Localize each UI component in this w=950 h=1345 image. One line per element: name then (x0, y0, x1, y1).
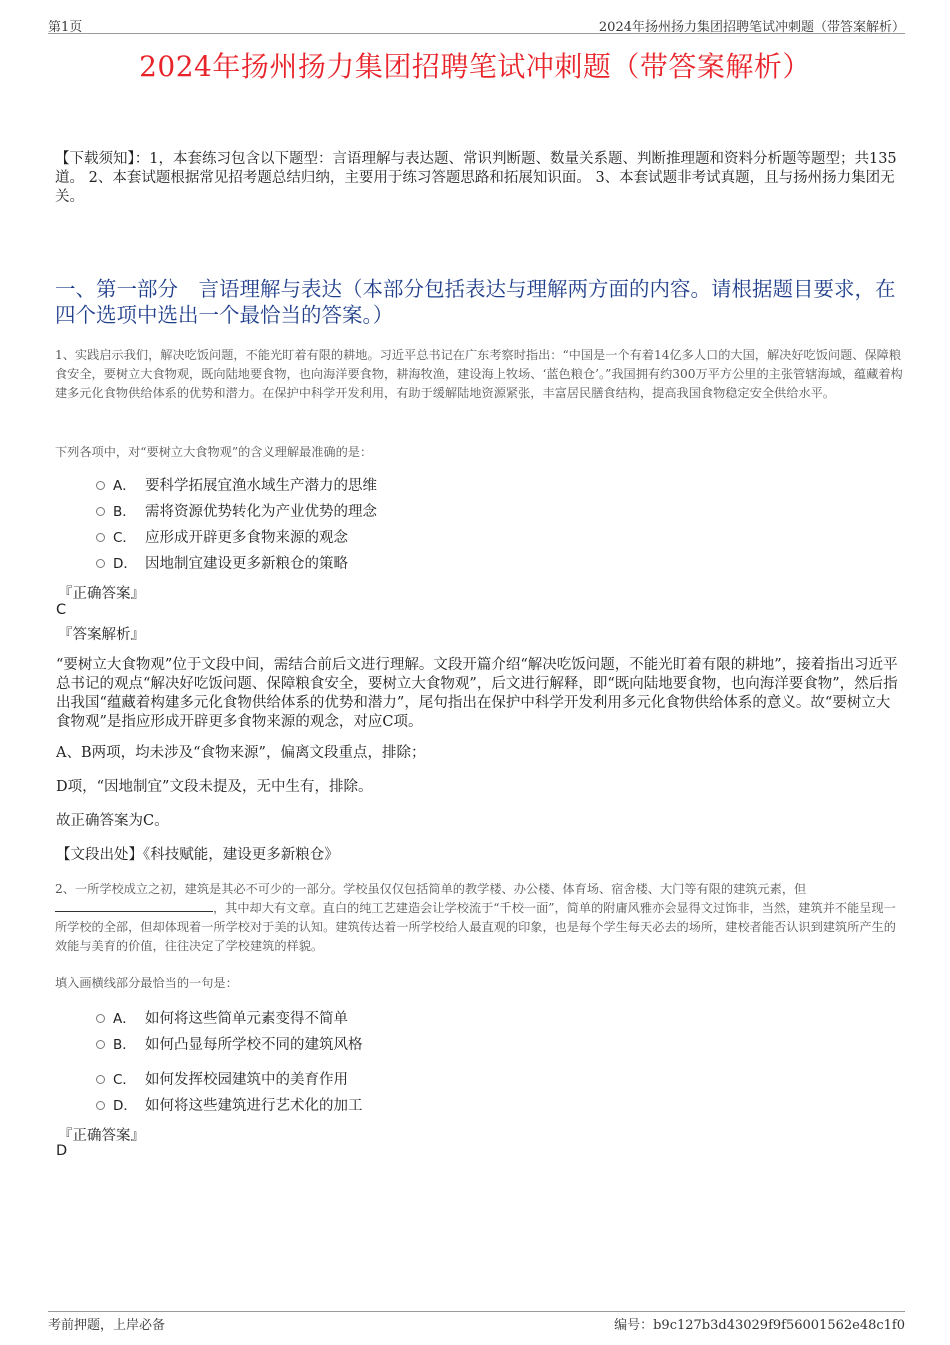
question-2-prompt: 填入画横线部分最恰当的一句是： (55, 976, 238, 990)
option-text: 需将资源优势转化为产业优势的理念 (145, 504, 377, 520)
radio-button[interactable] (96, 533, 105, 542)
option-text: 如何将这些建筑进行艺术化的加工 (145, 1098, 363, 1114)
option-text: 如何将这些简单元素变得不简单 (145, 1011, 348, 1027)
q1-source: 【文段出处】《科技赋能，建设更多新粮仓》 (56, 847, 339, 863)
option-letter: D． (113, 1098, 137, 1114)
option-letter: B． (113, 504, 136, 520)
option-text: 要科学拓展宜渔水域生产潜力的思维 (145, 478, 377, 494)
passage-text-after: ，其中却大有文章。直白的纯工艺建造会让学校流于“千校一面”，简单的附庸风雅亦会显得文过饰非，当然，建筑并不能呈现一所学校的全部，但却体现着一所学校对于美的认知。建筑传达着一所学校给人最直观的印象，也是每个学生每天必去的场所，建校者能否认识到建筑所产生的效能与美育的价值，往往决定了学校建筑的样貌。 (55, 901, 896, 953)
q1-option-b[interactable] (96, 502, 377, 522)
option-letter: A． (113, 478, 136, 494)
option-letter: A． (113, 1011, 136, 1027)
page-header (48, 14, 905, 34)
q1-option-d[interactable] (96, 554, 348, 574)
q2-option-b[interactable] (96, 1035, 363, 1055)
q1-answer: C (56, 602, 67, 618)
q1-analysis-main: “要树立大食物观”位于文段中间，需结合前后文进行理解。文段开篇介绍“解决吃饭问题，不能光盯着有限的耕地”，接着指出习近平总书记的观点“解决好吃饭问题、保障粮食安全，要树立大食物观”，后文进行解释，即“既向陆地要食物，也向海洋要食物”，然后指出我国“蕴藏着构建多元化食物供给体系的优势和潜力”，尾句指出在保护中科学开发利用多元化食物供给体系的意义。故“要树立大食物观”是指应形成开辟更多食物来源的观念，对应C项。 (56, 657, 898, 730)
option-text: 因地制宜建设更多新粮仓的策略 (145, 556, 348, 572)
fill-in-blank (55, 899, 213, 912)
option-letter: C． (113, 1072, 136, 1088)
q2-answer-label: 『正确答案』 (58, 1128, 145, 1144)
q2-option-a[interactable] (96, 1009, 348, 1029)
option-text: 如何发挥校园建筑中的美育作用 (145, 1072, 348, 1088)
question-2-passage (55, 880, 905, 956)
q2-option-c[interactable] (96, 1070, 348, 1090)
radio-button[interactable] (96, 1075, 105, 1084)
q1-option-c[interactable] (96, 528, 348, 548)
q1-analysis-ab: A、B两项，均未涉及“食物来源”，偏离文段重点，排除； (56, 745, 426, 761)
radio-button[interactable] (96, 1040, 105, 1049)
q1-analysis-label: 『答案解析』 (58, 627, 145, 643)
section-heading: 一、第一部分 言语理解与表达（本部分包括表达与理解两方面的内容。请根据题目要求，在四个选项中选出一个最恰当的答案。） (55, 277, 896, 327)
q1-option-a[interactable] (96, 476, 377, 496)
page-number: 第1页 (48, 20, 83, 35)
radio-button[interactable] (96, 559, 105, 568)
option-letter: D． (113, 556, 137, 572)
footer-slogan: 考前押题，上岸必备 (48, 1318, 166, 1333)
radio-button[interactable] (96, 1101, 105, 1110)
q1-answer-label: 『正确答案』 (58, 586, 145, 602)
radio-button[interactable] (96, 481, 105, 490)
radio-button[interactable] (96, 507, 105, 516)
option-text: 应形成开辟更多食物来源的观念 (145, 530, 348, 546)
q2-answer: D (56, 1143, 68, 1159)
option-letter: C． (113, 530, 136, 546)
page-footer (48, 1311, 905, 1333)
document-id: 编号：b9c127b3d43029f9f56001562e48c1f0 (614, 1318, 905, 1333)
document-title: 2024年扬州扬力集团招聘笔试冲刺题（带答案解析） (139, 50, 811, 83)
download-notice: 【下载须知】：1，本套练习包含以下题型：言语理解与表达题、常识判断题、数量关系题、判断推理题和资料分析题等题型；共135道。 2、本套试题根据常见招考题总结归纳，主要用于练习答题思路和拓展知识面。 3、本套试题非考试真题，且与扬州扬力集团无关。 (55, 151, 897, 205)
radio-button[interactable] (96, 1014, 105, 1023)
q2-option-d[interactable] (96, 1096, 363, 1116)
q1-analysis-d: D项，“因地制宜”文段未提及，无中生有，排除。 (56, 779, 373, 795)
header-doc-title: 2024年扬州扬力集团招聘笔试冲刺题（带答案解析） (598, 20, 905, 35)
question-1-prompt: 下列各项中，对“要树立大食物观”的含义理解最准确的是： (55, 445, 373, 459)
passage-text-before: 2、一所学校成立之初，建筑是其必不可少的一部分。学校虽仅仅包括简单的教学楼、办公楼、体育场、宿舍楼、大门等有限的建筑元素，但 (55, 882, 807, 896)
question-1-passage: 1、实践启示我们，解决吃饭问题，不能光盯着有限的耕地。习近平总书记在广东考察时指出：“中国是一个有着14亿多人口的大国，解决好吃饭问题、保障粮食安全，要树立大食物观，既向陆地要食物，也向海洋要食物，耕海牧渔，建设海上牧场、‘蓝色粮仓’。”我国拥有约300万平方公里的主张管辖海域，蕴藏着构建多元化食物供给体系的优势和潜力。在保护中科学开发利用，有助于缓解陆地资源紧张，丰富居民膳食结构，提高我国食物稳定安全供给水平。 (55, 348, 903, 400)
option-text: 如何凸显每所学校不同的建筑风格 (145, 1037, 363, 1053)
q1-conclusion: 故正确答案为C。 (56, 813, 169, 829)
option-letter: B． (113, 1037, 136, 1053)
